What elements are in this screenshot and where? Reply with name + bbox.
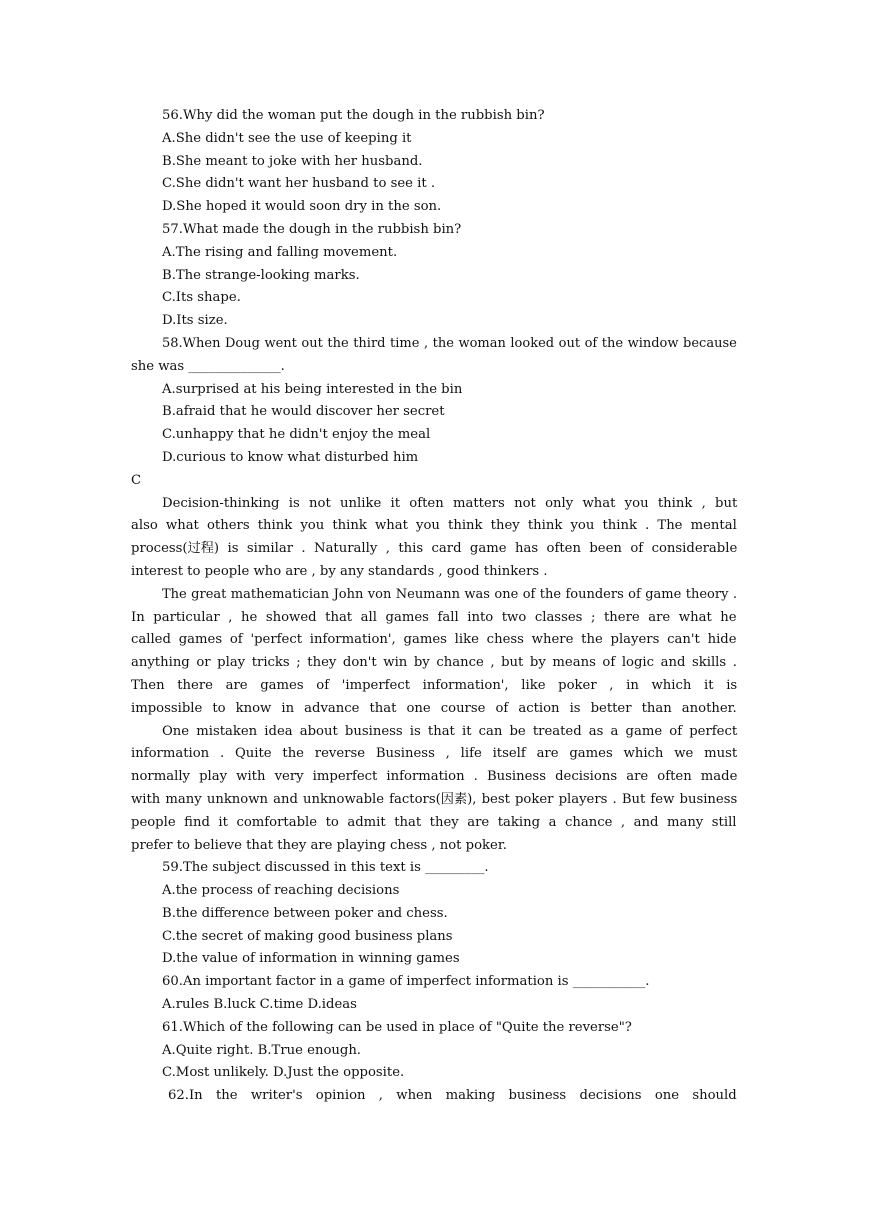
section-heading-c: C (131, 472, 142, 488)
paragraph-2-line-6: impossible to know in advance that one course of action is better than another. (131, 700, 737, 716)
paragraph-3-line-5: people find it comfortable to admit that they are taking a chance , and many still (131, 814, 737, 830)
option-59d: D.the value of information in winning games (162, 951, 460, 967)
paragraph-3-line-3: normally play with very imperfect information . Business decisions are often made (131, 769, 738, 785)
options-61-cd: C.Most unlikely. D.Just the opposite. (162, 1065, 405, 1081)
option-56a: A.She didn't see the use of keeping it (162, 130, 412, 146)
question-59: 59.The subject discussed in this text is _________. (162, 860, 489, 876)
document-page (131, 105, 737, 1108)
question-57: 57.What made the dough in the rubbish bin? (162, 221, 462, 237)
paragraph-3-line-1: One mistaken idea about business is that it can be treated as a game of perfect (162, 723, 738, 739)
option-59b: B.the difference between poker and chess. (162, 905, 448, 921)
question-61: 61.Which of the following can be used in place of "Quite the reverse"? (162, 1019, 632, 1035)
paragraph-2-line-4: anything or play tricks ; they don't win by chance , but by means of logic and skills . (131, 655, 737, 671)
option-58b: B.afraid that he would discover her secret (162, 404, 445, 420)
paragraph-3-line-2: information . Quite the reverse Business , life itself are games which we must (131, 746, 738, 762)
option-59a: A.the process of reaching decisions (162, 883, 400, 899)
option-57a: A.The rising and falling movement. (162, 244, 398, 260)
question-58: 58.When Doug went out the third time , the woman looked out of the window because (162, 335, 737, 351)
question-58-cont: she was ______________. (131, 358, 285, 374)
paragraph-1-line-3: process(过程) is similar . Naturally , this card game has often been of considerable (131, 541, 738, 557)
option-57c: C.Its shape. (162, 290, 241, 306)
question-56: 56.Why did the woman put the dough in the rubbish bin? (162, 108, 545, 123)
option-57d: D.Its size. (162, 313, 228, 329)
option-57b: B.The strange-looking marks. (162, 267, 360, 283)
paragraph-1-line-4: interest to people who are , by any standards , good thinkers . (131, 563, 548, 579)
paragraph-1-line-1: Decision-thinking is not unlike it often matters not only what you think , but (162, 495, 738, 511)
option-56b: B.She meant to joke with her husband. (162, 153, 423, 169)
question-60: 60.An important factor in a game of imperfect information is ___________. (162, 974, 650, 990)
paragraph-3-line-6: prefer to believe that they are playing chess , not poker. (131, 837, 507, 853)
option-58a: A.surprised at his being interested in the bin (162, 381, 463, 397)
option-58d: D.curious to know what disturbed him (162, 449, 419, 465)
option-59c: C.the secret of making good business plans (162, 928, 453, 944)
paragraph-2-line-3: called games of 'perfect information', games like chess where the players can't hide (131, 632, 737, 648)
options-61-ab: A.Quite right. B.True enough. (162, 1042, 362, 1058)
paragraph-2-line-2: In particular , he showed that all games fall into two classes ; there are what he (131, 609, 737, 625)
paragraph-2-line-1: The great mathematician John von Neumann was one of the founders of game theory . (162, 586, 737, 602)
options-60: A.rules B.luck C.time D.ideas (162, 997, 357, 1013)
option-56c: C.She didn't want her husband to see it . (162, 176, 436, 192)
paragraph-3-line-4: with many unknown and unknowable factors(因素), best poker players . But few business (131, 791, 738, 807)
paragraph-2-line-5: Then there are games of 'imperfect information', like poker , in which it is (131, 677, 738, 693)
option-56d: D.She hoped it would soon dry in the son. (162, 199, 442, 215)
question-62: 62.In the writer's opinion , when making business decisions one should (168, 1088, 737, 1104)
option-58c: C.unhappy that he didn't enjoy the meal (162, 427, 431, 443)
paragraph-1-line-2: also what others think you think what you think they think you think . The mental (131, 518, 737, 534)
